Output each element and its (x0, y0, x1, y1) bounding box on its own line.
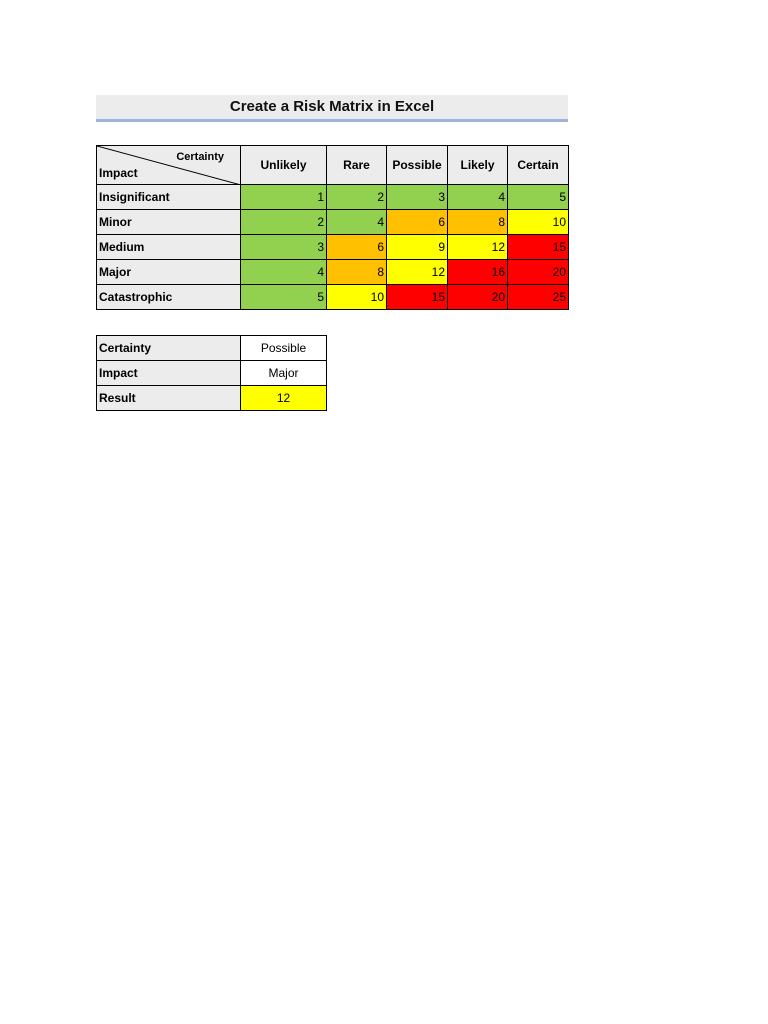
row-header-major[interactable]: Major (97, 260, 241, 285)
risk-score-cell[interactable]: 15 (387, 285, 448, 310)
row-header-insignificant[interactable]: Insignificant (97, 185, 241, 210)
column-header-rare[interactable]: Rare (327, 146, 387, 185)
corner-impact-label: Impact (99, 166, 138, 180)
sheet-title: Create a Risk Matrix in Excel (96, 95, 568, 122)
matrix-body (97, 185, 569, 310)
lookup-row-impact (97, 361, 327, 386)
risk-score-cell[interactable]: 6 (327, 235, 387, 260)
lookup-row-certainty (97, 336, 327, 361)
lookup-result-label[interactable]: Result (97, 386, 241, 411)
matrix-row (97, 185, 569, 210)
lookup-certainty-label[interactable]: Certainty (97, 336, 241, 361)
lookup-table (96, 335, 327, 411)
matrix-header-row (97, 146, 569, 185)
lookup-impact-label[interactable]: Impact (97, 361, 241, 386)
risk-score-cell[interactable]: 8 (448, 210, 508, 235)
matrix-corner-cell[interactable] (97, 146, 241, 185)
risk-score-cell[interactable]: 5 (241, 285, 327, 310)
risk-score-cell[interactable]: 25 (508, 285, 569, 310)
row-header-catastrophic[interactable]: Catastrophic (97, 285, 241, 310)
risk-score-cell[interactable]: 20 (508, 260, 569, 285)
risk-score-cell[interactable]: 10 (508, 210, 569, 235)
risk-score-cell[interactable]: 2 (327, 185, 387, 210)
column-header-certain[interactable]: Certain (508, 146, 569, 185)
risk-score-cell[interactable]: 1 (241, 185, 327, 210)
lookup-impact-value[interactable]: Major (241, 361, 327, 386)
risk-score-cell[interactable]: 3 (387, 185, 448, 210)
matrix-row (97, 235, 569, 260)
risk-score-cell[interactable]: 4 (327, 210, 387, 235)
risk-score-cell[interactable]: 12 (387, 260, 448, 285)
risk-score-cell[interactable]: 15 (508, 235, 569, 260)
risk-score-cell[interactable]: 3 (241, 235, 327, 260)
risk-score-cell[interactable]: 2 (241, 210, 327, 235)
risk-score-cell[interactable]: 12 (448, 235, 508, 260)
row-header-medium[interactable]: Medium (97, 235, 241, 260)
corner-certainty-label: Certainty (176, 151, 224, 163)
column-header-unlikely[interactable]: Unlikely (241, 146, 327, 185)
risk-score-cell[interactable]: 20 (448, 285, 508, 310)
risk-matrix-table (96, 145, 569, 310)
lookup-certainty-value[interactable]: Possible (241, 336, 327, 361)
lookup-result-value[interactable]: 12 (241, 386, 327, 411)
column-header-likely[interactable]: Likely (448, 146, 508, 185)
lookup-row-result (97, 386, 327, 411)
matrix-row (97, 260, 569, 285)
column-header-possible[interactable]: Possible (387, 146, 448, 185)
risk-score-cell[interactable]: 5 (508, 185, 569, 210)
row-header-minor[interactable]: Minor (97, 210, 241, 235)
matrix-row (97, 210, 569, 235)
risk-score-cell[interactable]: 4 (448, 185, 508, 210)
matrix-row (97, 285, 569, 310)
risk-score-cell[interactable]: 10 (327, 285, 387, 310)
risk-score-cell[interactable]: 8 (327, 260, 387, 285)
risk-score-cell[interactable]: 9 (387, 235, 448, 260)
risk-score-cell[interactable]: 4 (241, 260, 327, 285)
risk-score-cell[interactable]: 6 (387, 210, 448, 235)
risk-score-cell[interactable]: 16 (448, 260, 508, 285)
